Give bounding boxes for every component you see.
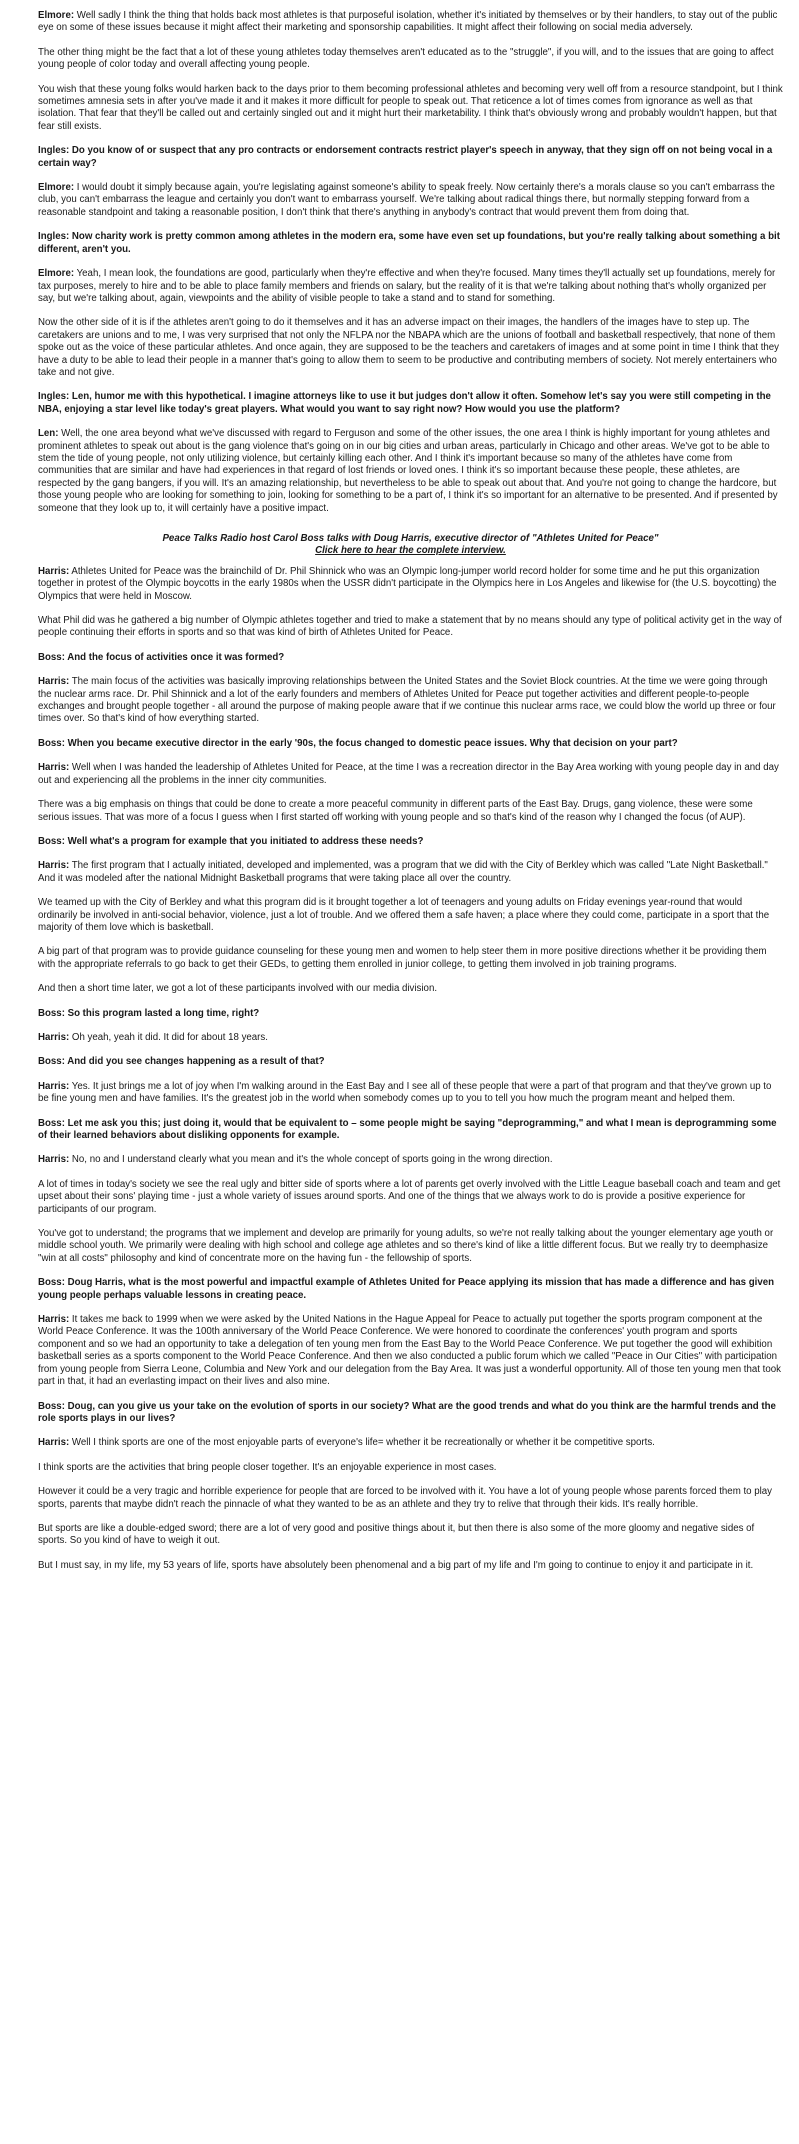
speaker-label: Harris: <box>38 1080 70 1092</box>
answer-text: Yes. It just brings me a lot of joy when I'm walking around in the East Bay and I see all of these people that were a part of that program and that they've grown up to be fine young men and have families. It's the greatest job in the world when somebody comes up to you to tell you how much the program meant and helped them. <box>38 1080 772 1105</box>
interview-answer <box>38 10 783 35</box>
interview-answer <box>38 860 783 885</box>
speaker-label: Harris: <box>38 1437 70 1449</box>
speaker-label: Elmore: <box>38 268 75 280</box>
interview-answer <box>38 182 783 219</box>
answer-text: Yeah, I mean look, the foundations are good, particularly when they're effective and when they're focused. Many times they'll actually set up foundations, merely for tax purposes, merely to hire and to be able to place family members and friends on salary, but the reality of it is that we're talking about nothing that's wholly organized per say, but we're talking about, again, viewpoints and the ability of visible people to take a stand and to stand for something. <box>38 268 776 304</box>
speaker-label: Harris: <box>38 1154 70 1166</box>
interview-header-title: Peace Talks Radio host Carol Boss talks with Doug Harris, executive director of "Athletes United for Peace" <box>162 533 659 544</box>
speaker-label: Elmore: <box>38 10 75 21</box>
paragraph: But sports are like a double-edged sword; there are a lot of very good and positive things about it, but then there is also some of the more gloomy and negative sides of sports. So you kind of have to weigh it out. <box>38 1522 755 1547</box>
paragraph: Now the other side of it is if the athletes aren't going to do it themselves and it has an adverse impact on their images, the handlers of the images have to step up. The caretakers are unions and to me, I was very surprised that not only the NFLPA nor the NBAPA which are the unions of football and basketball respectively, that none of them spoke out as the voice of these particular athletes. And once again, they are supposed to be the teachers and caretakers of images and at some point in time I think that they have a duty to be able to lead their people in a manner that's going to allow them to seem to be productive and contributing members of society. Not merely entertainers who take and not give. <box>38 317 780 378</box>
answer-text: It takes me back to 1999 when we were asked by the United Nations in the Hague Appeal for Peace to actually put together the sports program component at the World Peace Conference. It was the 100th anniversary of the World Peace Conference. We were honored to coordinate the conferences' youth program and sports component and so we had an opportunity to take a delegation of ten young men from the East Bay to the World Peace Conference. We put together the good will exhibition basketball series as a sports component to the World Peace Conference. And then we also conducted a public forum which we called "Peace in Our Cities" with participation from young people from Sierra Leone, Columbia and New York and our delegation from the Bay Area. It was just a wonderful opportunity. All of those ten young men that took part in that, it had an everlasting impact on their lives and also mine. <box>38 1314 781 1388</box>
interview-answer <box>38 1081 783 1106</box>
paragraph: You wish that these young folks would harken back to the days prior to them becoming professional athletes and becoming very well off from a resource standpoint, but I think sometimes amnesia sets in after you've made it and it makes it more difficult for people to speak out. That reticence a lot of times comes from ignorance as well as that isolation. That fear that they'll be called out and certainly singled out and it might hurt their marketability. I think that's obviously wrong and probably wouldn't happen, but that fear still exists. <box>38 83 783 132</box>
paragraph: I think sports are the activities that bring people closer together. It's an enjoyable experience in most cases. <box>38 1461 497 1473</box>
interview-question: Boss: And did you see changes happening as a result of that? <box>38 1056 325 1068</box>
paragraph: The other thing might be the fact that a lot of these young athletes today themselves aren't educated as to the "struggle", if you will, and to the issues that are going to affect young people of color today and overall affecting young people. <box>38 46 774 71</box>
interview-question: Boss: When you became executive director in the early '90s, the focus changed to domestic peace issues. Why that decision on your part? <box>38 737 678 749</box>
paragraph: We teamed up with the City of Berkley and what this program did is it brought together a lot of teenagers and young adults on Friday evenings year-round that would ordinarily be involved in anti-social behavior, violence, just a lot of trouble. And we offered them a safe haven; a place where they could come, participate in a sport that the majority of them love which is basketball. <box>38 897 770 933</box>
speaker-label: Harris: <box>38 1031 70 1043</box>
interview-header <box>38 533 783 558</box>
complete-interview-link[interactable]: Click here to hear the complete interview. <box>315 545 506 557</box>
interview-question: Ingles: Len, humor me with this hypothetical. I imagine attorneys like to use it but judges don't allow it often. Somehow let's say you were still competing in the NBA, enjoying a star level like today's great players. What would you want to say right now? How would you use the platform? <box>38 391 771 415</box>
paragraph: A big part of that program was to provide guidance counseling for these young men and women to help steer them in more positive directions whether it be providing them with the appropriate referrals to go back to get their GEDs, to getting them enrolled in junior college, to getting them involved in job training programs. <box>38 946 767 970</box>
interview-question: Boss: Doug Harris, what is the most powerful and impactful example of Athletes United for Peace applying its mission that has made a difference and has given young people perhaps valuable lessons in creating peace. <box>38 1277 775 1301</box>
speaker-label: Elmore: <box>38 182 75 194</box>
interview-answer <box>38 762 783 787</box>
interview-answer <box>38 676 783 726</box>
interview-answer <box>38 1314 783 1388</box>
answer-text: Well, the one area beyond what we've discussed with regard to Ferguson and some of the other issues, the one area I think is highly important for young athletes and prominent athletes to speak out about is the gang violence that's going on in our big cities and urban areas, particularly in Chicago and other areas. We've got to be able to stem the tide of young people, not only utilizing violence, but certainly killing each other. And I think it's important because so many of the athletes have come from communities that are similar and have had experiences in that regard of lost friends or loved ones. I think it's so important because these people, these athletes, are respected by the gang bangers, if you will. It's an amazing relationship, but nevertheless to be able to speak out about that. And you're not going to change the hardcore, but those young people who are looking for something to join, looking for something to be a part of, I think it's so important for an alternative to be presented. And if presented by someone that they look up to, it will certainly have a positive impact. <box>38 428 778 514</box>
speaker-label: Harris: <box>38 762 70 774</box>
paragraph: What Phil did was he gathered a big number of Olympic athletes together and tried to make a statement that by no means should any type of political activity get in the way of people continuing their efforts in sports and so that was kind of birth of Athletes United for Peace. <box>38 615 782 639</box>
harris-interview-section <box>38 566 783 1572</box>
paragraph: And then a short time later, we got a lot of these participants involved with our media division. <box>38 983 438 995</box>
answer-text: Athletes United for Peace was the brainchild of Dr. Phil Shinnick who was an Olympic long-jumper world record holder for some time and he put this organization together in protest of the Olympic boycotts in the early 1980s when the USSR didn't participate in the Olympics here in Los Angeles and likewise for (the U.S. boycotting) the Olympics that were held in Moscow. <box>38 565 777 602</box>
answer-text: No, no and I understand clearly what you mean and it's the whole concept of sports going in the wrong direction. <box>69 1154 553 1166</box>
speaker-label: Harris: <box>38 676 70 688</box>
answer-text: Well I think sports are one of the most enjoyable parts of everyone's life= whether it be recreationally or whether it be competitive sports. <box>69 1437 655 1449</box>
paragraph: You've got to understand; the programs that we implement and develop are primarily for young adults, so we're not really talking about the younger elementary age youth or middle school youth. We primarily were dealing with high school and college age athletes and so there's kind of like a little different focus. But we really try to deemphasize "win at all costs" philosophy and kind of concentrate more on the having fun - the fellowship of sports. <box>38 1228 774 1264</box>
paragraph: However it could be a very tragic and horrible experience for people that are forced to be involved with it. You have a lot of young people whose parents forced them to play sports, parents that maybe didn't reach the pinnacle of what they wanted to be as an athlete and they try to relive that through their kids. It's really horrible. <box>38 1486 773 1510</box>
speaker-label: Harris: <box>38 565 70 577</box>
interview-answer <box>38 566 783 603</box>
paragraph: There was a big emphasis on things that could be done to create a more peaceful community in different parts of the East Bay. Drugs, gang violence, these were some serious issues. That was more of a focus I guess when I first started off working with young people and so that's kind of the reason why I changed the focus (of AUP). <box>38 799 753 823</box>
elmore-interview-section <box>38 10 783 515</box>
answer-text: The first program that I actually initiated, developed and implemented, was a program that we did with the City of Berkley which was called "Late Night Basketball." And it was modeled after the national Midnight Basketball programs that were taking place all over the country. <box>38 860 768 884</box>
interview-question: Ingles: Now charity work is pretty common among athletes in the modern era, some have even set up foundations, but you're really talking about something a bit different, aren't you. <box>38 231 780 255</box>
answer-text: Well when I was handed the leadership of Athletes United for Peace, at the time I was a recreation director in the Bay Area working with young people day in and day out and experiencing all the problems in the inner city communities. <box>38 762 779 786</box>
interview-question: Boss: Well what's a program for example that you initiated to address these needs? <box>38 835 424 847</box>
speaker-label: Len: <box>38 428 59 440</box>
answer-text: I would doubt it simply because again, you're legislating against someone's ability to speak freely. Now certainly there's a morals clause so you can't embarrass the club, you can't embarrass the league and certainly you don't want to embarrass yourself. We're talking about radical things there, but normally stepping forward from a reasonable standpoint and taking a reasonable position, I don't think that there's anything in anybody's contract that would prevent them from doing that. <box>38 182 775 218</box>
interview-answer <box>38 428 783 515</box>
interview-question: Boss: And the focus of activities once it was formed? <box>38 651 285 663</box>
answer-text: Oh yeah, yeah it did. It did for about 18 years. <box>69 1031 268 1043</box>
paragraph: A lot of times in today's society we see the real ugly and bitter side of sports where a lot of parents get overly involved with the Little League baseball coach and team and get upset about their sons' playing time - just a whole variety of issues around sports. And one of the things that we always work to do is provide a positive experience for participants of our program. <box>38 1178 781 1215</box>
paragraph: But I must say, in my life, my 53 years of life, sports have absolutely been phenomenal and a big part of my life and I'm going to continue to enjoy it and participate in it. <box>38 1559 754 1571</box>
interview-question: Boss: So this program lasted a long time, right? <box>38 1007 260 1019</box>
interview-question: Boss: Doug, can you give us your take on the evolution of sports in our society? What are the good trends and what do you think are the harmful trends and the role sports plays in our lives? <box>38 1400 776 1424</box>
speaker-label: Harris: <box>38 1314 70 1326</box>
interview-answer <box>38 1032 783 1044</box>
interview-answer <box>38 268 783 305</box>
answer-text: The main focus of the activities was basically improving relationships between the United States and the Soviet Block countries. At the time we were going through the nuclear arms race. Dr. Phil Shinnick and a lot of the early founders and members of Athletes United for Peace put together activities and different people-to-people exchanges and brought people together - all around the purpose of making people aware that if we continue this nuclear arms race, we could blow the world up three or four times over. So that's kind of how everything started. <box>38 676 776 725</box>
speaker-label: Harris: <box>38 860 70 872</box>
interview-answer <box>38 1437 783 1449</box>
interview-answer <box>38 1154 783 1166</box>
interview-question: Ingles: Do you know of or suspect that any pro contracts or endorsement contracts restrict player's speech in anyway, that they sign off on not being vocal in a certain way? <box>38 145 773 169</box>
interview-question: Boss: Let me ask you this; just doing it, would that be equivalent to – some people might be saying "deprogramming," and what I mean is deprogramming some of their learned behaviors about disliking opponents for example. <box>38 1117 777 1141</box>
answer-text: Well sadly I think the thing that holds back most athletes is that purposeful isolation, whether it's initiated by themselves or by their handlers, to stay out of the public eye on some of these issues because it might affect their marketing and sponsorship capabilities. It might affect their following on social media adversely. <box>38 10 778 34</box>
